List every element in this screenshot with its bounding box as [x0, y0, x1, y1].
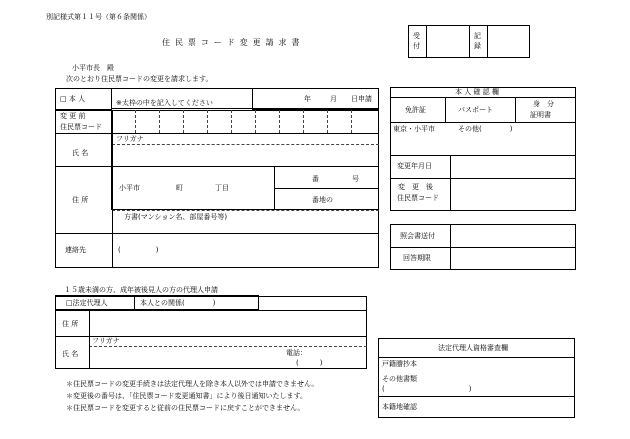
intro-text: 次のとおり住民票コードの変更を請求します。: [66, 75, 213, 83]
month-label: 月: [330, 95, 337, 103]
banchi-text: 番地の: [312, 196, 333, 204]
other-docs-paren: ( ): [382, 385, 472, 393]
note-1: ＊住民票コードの変更手続きは法定代理人を除き本人以外では申請できません。: [66, 380, 319, 388]
koseki-label: 戸籍謄抄本: [382, 360, 417, 368]
instruction-note: ※太枠の中を記入してください: [116, 99, 213, 107]
contact-label: 連絡先: [65, 246, 86, 254]
note-3: ＊住民票コードを変更すると従前の住民票コードに戻すことができません。: [66, 404, 305, 412]
honseki-label: 本籍地確認: [382, 403, 417, 411]
after-change-code-label: 住民票コード: [397, 194, 439, 202]
reply-deadline-label: 回答期限: [403, 254, 431, 262]
agent-address-label: 住 所: [62, 320, 79, 328]
stamp-recorded-label: 記録: [474, 32, 481, 50]
name-label: 氏 名: [72, 149, 89, 157]
note-2: ＊変更後の番号は、「住民票コード変更通知書」により後日通知いたします。: [66, 392, 307, 400]
other-id-label: その他( ): [458, 125, 513, 133]
review-header: 法定代理人資格審査欄: [438, 344, 508, 352]
passport-label: パスポート: [458, 106, 493, 114]
town-text: 町: [176, 184, 183, 192]
chome-text: 丁目: [215, 184, 229, 192]
page-title: 住 民 票 コ ー ド 変 更 請 求 書: [162, 38, 301, 47]
mansion-label: 方書(マンション名、部屋番号等): [124, 213, 228, 221]
change-date-label: 変更年月日: [397, 162, 432, 170]
tokyo-kodaira-label: 東京・小平市: [393, 125, 435, 133]
day-request-label: 日申請: [351, 95, 372, 103]
agent-heading: １５歳未満の方、成年被後見人の方の代理人申請: [64, 286, 218, 294]
address-label: 住 所: [72, 196, 89, 204]
self-checkbox-label[interactable]: □ 本 人: [60, 95, 86, 103]
furigana-label: フリガナ: [116, 135, 144, 143]
inquiry-sent-label: 照会書送付: [400, 232, 435, 240]
id-cert-label: 身 分: [533, 100, 554, 108]
stamp-received-label: 受付: [413, 32, 420, 50]
year-label: 年: [304, 95, 311, 103]
ban-text: 番: [312, 175, 319, 183]
after-change-label: 変 更 後: [398, 183, 433, 191]
agent-name-label: 氏 名: [62, 350, 79, 358]
identity-confirm-header: 本 人 確 認 欄: [455, 88, 499, 96]
form-number: 別記様式第１１号（第６条関係）: [46, 13, 151, 21]
contact-paren: ( ): [118, 246, 159, 254]
phone-paren: ( ): [296, 359, 323, 367]
before-change-label: 変 更 前: [60, 112, 86, 120]
resident-code-label: 住民票コード: [60, 123, 102, 131]
license-label: 免許証: [405, 106, 426, 114]
phone-label: 電話：: [286, 349, 307, 357]
agent-furigana-label: フリガナ: [92, 337, 120, 345]
other-docs-label: その他書類: [382, 375, 417, 383]
entry-area: [111, 108, 379, 210]
id-cert-label-2: 証明書: [530, 111, 551, 119]
city-text: 小平市: [119, 184, 140, 192]
relation-label: 本人との関係( ): [140, 299, 216, 307]
legal-agent-checkbox[interactable]: □法定代理人: [66, 299, 108, 307]
addressee: 小平市長 殿: [72, 64, 114, 72]
go-text: 号: [352, 175, 359, 183]
